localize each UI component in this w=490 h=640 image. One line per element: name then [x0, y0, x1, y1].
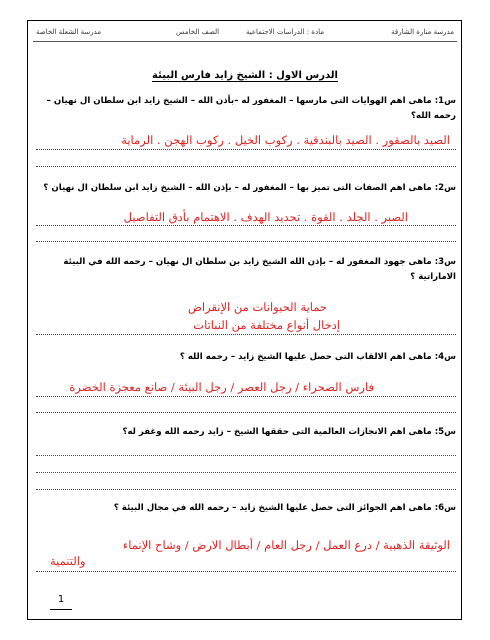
header-subject: مادة : الدراسات الاجتماعية	[246, 28, 324, 36]
answer-3a: حماية الحيوانات من الإنقراض	[188, 300, 327, 314]
answer-line	[36, 396, 456, 397]
answer-line	[36, 225, 456, 226]
question-3: س3: ماهى جهود المغفور له – بإذن الله الشيخ زايد بن سلطان ال نهيان – رحمه الله في البيئة الاماراتية ؟	[63, 257, 456, 282]
answer-line	[36, 149, 456, 150]
question-4: س4: ماهى اهم الالقاب التى حصل عليها الشيخ زايد – رحمه الله ؟	[179, 352, 456, 362]
answer-line	[36, 241, 456, 242]
page-number: 1	[57, 594, 65, 605]
question-5: س5: ماهى اهم الانجازات العالمية التى حققها الشيخ – زايد رحمه الله وغفر له؟	[122, 427, 456, 437]
header-line	[33, 41, 457, 42]
answer-line	[36, 472, 456, 473]
answer-6b: والتنمية	[50, 554, 86, 568]
page-title	[0, 70, 490, 81]
page-number-underline	[50, 609, 72, 610]
question-1: س1: ماهى اهم الهوايات التى مارسها – المغفور له –بأذن الله – الشيخ زايد ابن سلطان ال نهيان – رحمه الله؟	[46, 96, 456, 121]
answer-3b: إدخال أنواع مختلفة من النباتات	[193, 318, 340, 332]
header-grade: الصف الخامس	[176, 28, 220, 36]
header-school-right: مدرسة منارة الشارقة	[391, 28, 454, 36]
answer-line	[36, 455, 456, 456]
answer-line	[36, 489, 456, 490]
header-school-left: مدرسة الشعلة الخاصة	[36, 28, 102, 36]
answer-1: الصيد بالصقور . الصيد بالبندقية . ركوب الخيل . ركوب الهجن . الرماية	[121, 133, 450, 147]
answer-line	[36, 412, 456, 413]
page-title-text: الدرس الاول : الشيخ زايد فارس البيئة	[152, 70, 338, 81]
answer-line	[36, 334, 456, 335]
answer-line	[36, 571, 456, 572]
answer-line	[36, 166, 456, 167]
answer-6a: الوثيقة الذهبية / درع العمل / رجل العام / أبطال الارض / وشاح الإنماء	[122, 538, 450, 552]
question-2: س2: ماهى اهم الصفات التى تميز بها – المغفور له – بإذن الله – الشيخ زايد ابن سلطان ال نهيان ؟	[43, 183, 456, 193]
question-6: س6: ماهى اهم الجوائز التى حصل عليها الشيخ زايد – رحمه الله في مجال البيئة ؟	[113, 503, 456, 513]
answer-4: فارس الصحراء / رجل العصر / رجل البيئة / صانع معجزة الخضرة	[69, 380, 374, 394]
answer-2: الصبر . الجلد . القوة . تحديد الهدف . الاهتمام بأدق التفاصيل	[123, 210, 408, 224]
